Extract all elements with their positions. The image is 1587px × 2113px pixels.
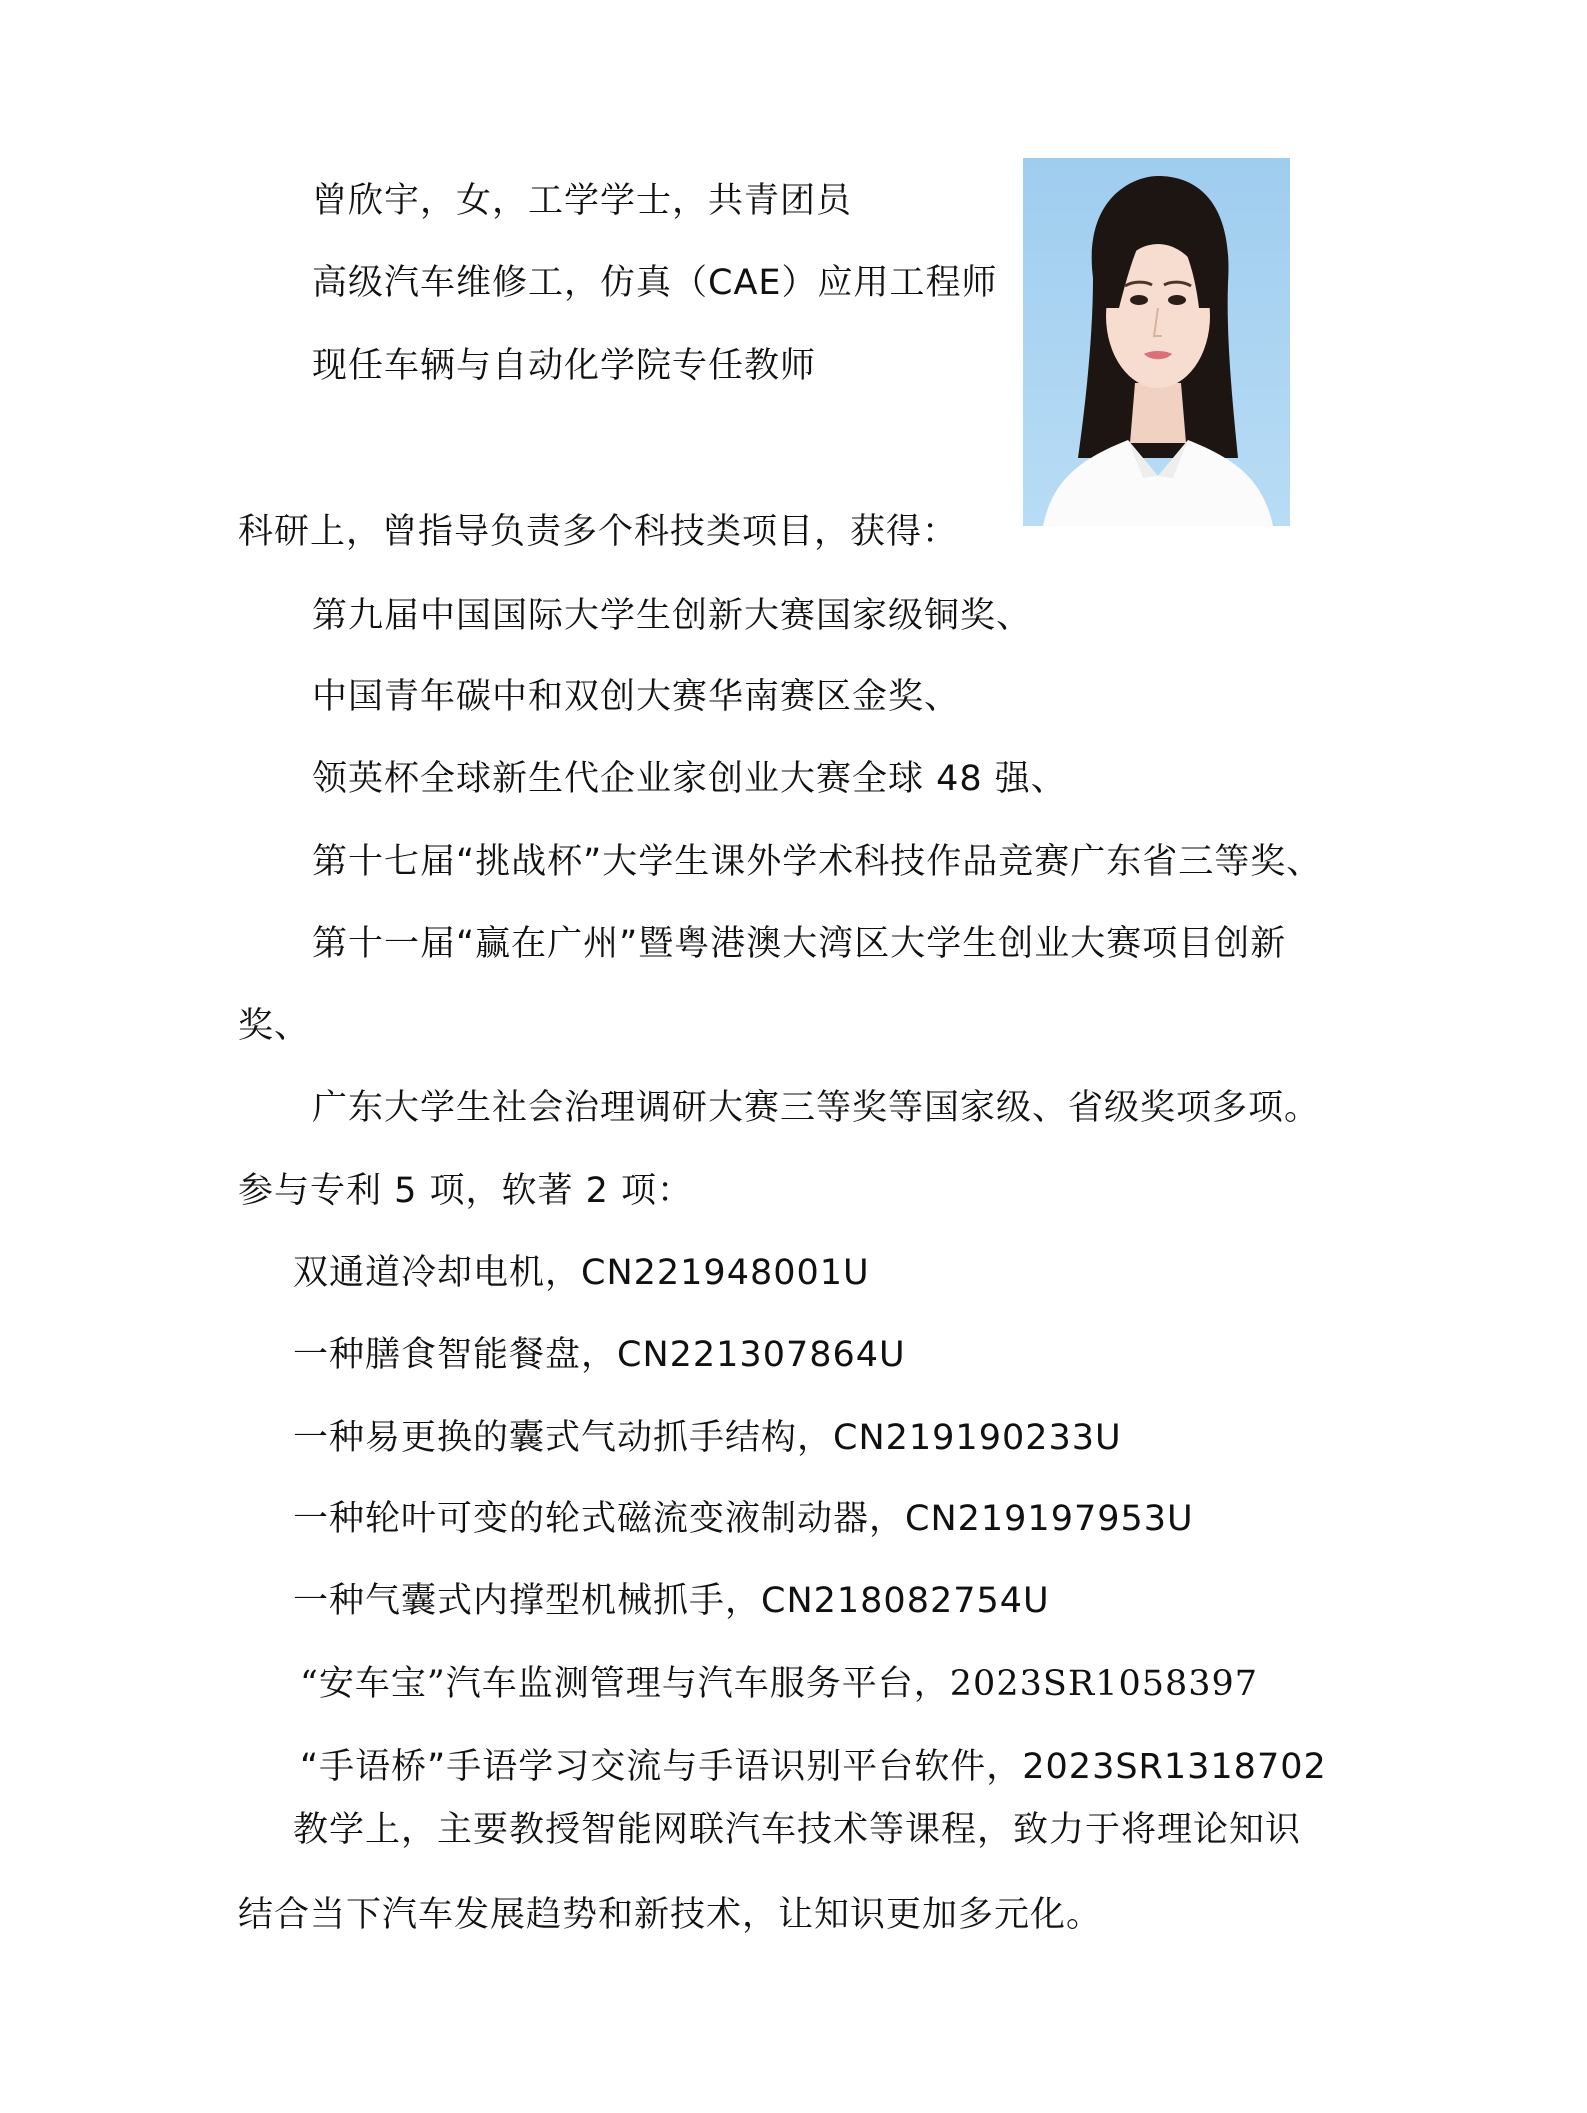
patent-item: 一种轮叶可变的轮式磁流变液制动器，CN219197953U xyxy=(293,1499,1194,1539)
award-item: 中国青年碳中和双创大赛华南赛区金奖、 xyxy=(312,677,961,717)
award-item-continuation: 奖、 xyxy=(238,1006,311,1046)
profile-line-title: 高级汽车维修工，仿真（CAE）应用工程师 xyxy=(312,263,998,303)
patents-intro: 参与专利 5 项，软著 2 项： xyxy=(238,1171,694,1211)
award-item: 领英杯全球新生代企业家创业大赛全球 48 强、 xyxy=(312,759,1067,799)
award-item: 广东大学生社会治理调研大赛三等奖等国家级、省级奖项多项。 xyxy=(312,1088,1321,1128)
award-item: 第十一届“赢在广州”暨粤港澳大湾区大学生创业大赛项目创新 xyxy=(312,924,1287,964)
award-item: 第十七届“挑战杯”大学生课外学术科技作品竞赛广东省三等奖、 xyxy=(312,842,1323,882)
patent-item: 双通道冷却电机，CN221948001U xyxy=(293,1253,870,1293)
teaching-line: 教学上，主要教授智能网联汽车技术等课程，致力于将理论知识 xyxy=(293,1810,1302,1850)
research-intro: 科研上，曾指导负责多个科技类项目，获得： xyxy=(238,512,959,552)
portrait-photo xyxy=(1023,158,1290,526)
software-copyright-item: “安车宝”汽车监测管理与汽车服务平台，2023SR1058397 xyxy=(300,1664,1259,1704)
patent-item: 一种膳食智能餐盘，CN221307864U xyxy=(293,1335,906,1375)
software-copyright-item: “手语桥”手语学习交流与手语识别平台软件，2023SR1318702 xyxy=(300,1747,1327,1787)
award-item: 第九届中国国际大学生创新大赛国家级铜奖、 xyxy=(312,596,1033,636)
profile-line-position: 现任车辆与自动化学院专任教师 xyxy=(312,346,817,386)
patent-item: 一种气囊式内撑型机械抓手，CN218082754U xyxy=(293,1581,1050,1621)
patent-item: 一种易更换的囊式气动抓手结构，CN219190233U xyxy=(293,1418,1122,1458)
profile-line-name: 曾欣宇，女，工学学士，共青团员 xyxy=(312,181,853,221)
teaching-line: 结合当下汽车发展趋势和新技术，让知识更加多元化。 xyxy=(238,1895,1103,1935)
